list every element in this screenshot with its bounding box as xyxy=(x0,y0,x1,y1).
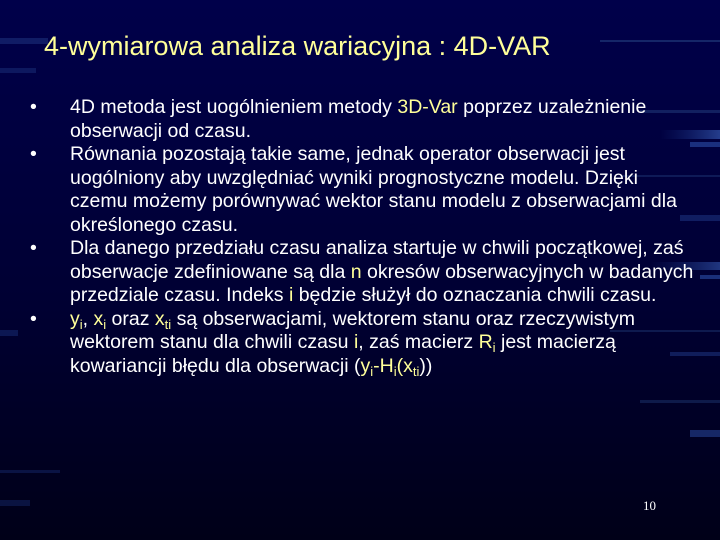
math-subscript: i xyxy=(370,363,374,379)
bullet-item xyxy=(30,143,700,237)
bullet-text: jest macierzą kowariancji błędu dla obserwacji ( xyxy=(70,331,616,377)
math-subscript: i xyxy=(492,340,496,355)
math-symbol: x xyxy=(93,307,104,330)
bullet-text: Równania pozostają takie same, jednak operator obserwacji jest uogólniony aby uwzględniać wyniki prognostyczne modelu. Dzięki czemu możemy porównywać wektor stanu modelu z obserwacjami dla określonego czasu. xyxy=(70,143,677,236)
math-subscript: i xyxy=(79,316,83,332)
page-number: 10 xyxy=(643,498,656,513)
highlight-term: i xyxy=(353,331,359,353)
math-symbol: ( xyxy=(396,354,404,377)
math-symbol: y xyxy=(70,307,80,330)
bullet-text: 4D metoda jest uogólnieniem metody xyxy=(70,96,398,118)
math-symbol: x xyxy=(403,354,413,377)
bullet-text: , xyxy=(82,307,94,330)
bullet-text: okresów obserwacyjnych w badanych przedziale czasu. Indeks xyxy=(70,260,694,306)
bullet-text: , zaś macierz xyxy=(358,331,479,353)
bullet-text: Dla danego przedziału czasu analiza startuje w chwili początkowej, zaś obserwacje zdefiniowane są dla xyxy=(70,237,684,283)
math-subscript: i xyxy=(393,363,397,379)
highlight-term: 3D-Var xyxy=(397,96,458,118)
highlight-term: n xyxy=(350,260,362,283)
bullet-list xyxy=(30,96,700,378)
math-subscript: i xyxy=(103,316,107,332)
math-symbol: - xyxy=(373,354,380,377)
bullet-item xyxy=(30,308,700,379)
math-symbol: x xyxy=(154,307,165,330)
math-subscript: ti xyxy=(164,316,172,332)
math-symbol: H xyxy=(379,354,394,377)
highlight-term: i xyxy=(288,284,294,306)
math-symbol: R xyxy=(478,331,493,353)
bullet-text: )) xyxy=(419,354,433,377)
bullet-text: są obserwacjami, wektorem stanu oraz rzeczywistym wektorem stanu dla chwili czasu xyxy=(70,307,635,353)
bullet-text: poprzez uzależnienie obserwacji od czasu. xyxy=(70,96,647,142)
math-subscript: ti xyxy=(412,363,420,379)
bullet-item xyxy=(30,96,700,143)
slide-title: 4-wymiarowa analiza wariacyjna : 4D-VAR xyxy=(44,31,551,61)
math-symbol: y xyxy=(360,354,371,377)
bullet-text: będzie służył do oznaczania chwili czasu. xyxy=(293,284,657,306)
bullet-item xyxy=(30,237,700,308)
bullet-text: oraz xyxy=(106,307,155,330)
